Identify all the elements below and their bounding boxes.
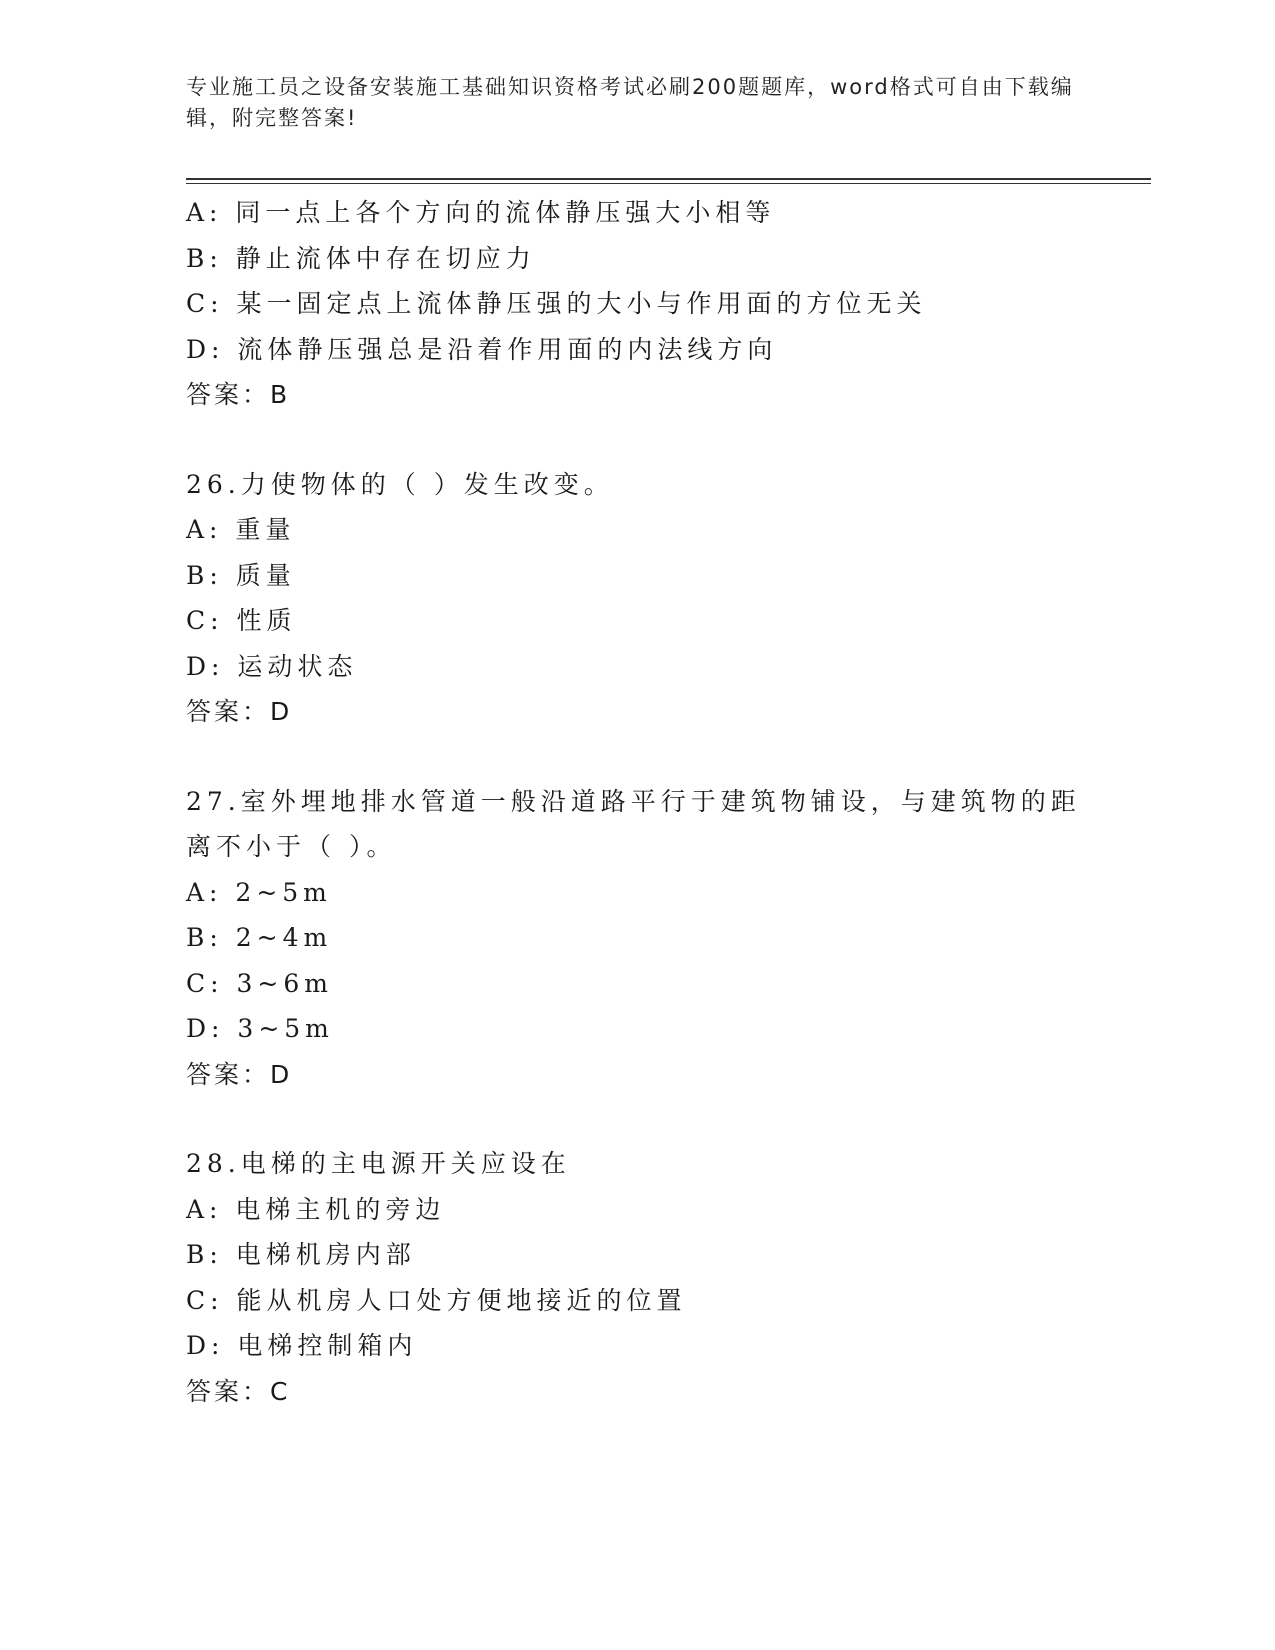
question-stem: 27.室外埋地排水管道一般沿道路平行于建筑物铺设，与建筑物的距离不小于（ ）。 xyxy=(186,786,1081,861)
answer: 答案：B xyxy=(186,380,291,409)
option-d: D: 3~5m xyxy=(186,1014,334,1043)
option-a: A: 同一点上各个方向的流体静压强大小相等 xyxy=(186,198,776,227)
option-d: D: 电梯控制箱内 xyxy=(186,1331,418,1360)
option-c: C: 某一固定点上流体静压强的大小与作用面的方位无关 xyxy=(186,289,927,318)
document-header: 专业施工员之设备安装施工基础知识资格考试必刷200题题库，word格式可自由下载编辑，附完整答案! xyxy=(186,75,1074,130)
question-27 xyxy=(186,779,1146,1098)
option-d: D: 流体静压强总是沿着作用面的内法线方向 xyxy=(186,334,778,364)
question-list xyxy=(186,190,1146,1414)
option-d: D: 运动状态 xyxy=(186,651,358,681)
header-rule-thick xyxy=(186,178,1151,180)
answer: 答案：D xyxy=(186,697,293,726)
option-b: B: 静止流体中存在切应力 xyxy=(186,243,536,273)
option-b: B: 2~4m xyxy=(186,923,333,952)
header-rule-thin xyxy=(186,183,1151,184)
answer: 答案：C xyxy=(186,1376,291,1406)
option-c: C: 性质 xyxy=(186,606,297,635)
question-26 xyxy=(186,462,1146,735)
option-a: A: 电梯主机的旁边 xyxy=(186,1194,446,1224)
question-28 xyxy=(186,1141,1146,1414)
option-c: C: 3~6m xyxy=(186,968,333,998)
option-a: A: 2~5m xyxy=(186,877,332,907)
question-stem: 28.电梯的主电源开关应设在 xyxy=(186,1149,571,1178)
option-a: A: 重量 xyxy=(186,515,296,544)
answer: 答案：D xyxy=(186,1059,293,1089)
option-b: B: 质量 xyxy=(186,560,296,590)
question-25 xyxy=(186,190,1146,418)
option-c: C: 能从机房人口处方便地接近的位置 xyxy=(186,1285,687,1315)
question-stem: 26.力使物体的（ ）发生改变。 xyxy=(186,469,614,499)
option-b: B: 电梯机房内部 xyxy=(186,1240,416,1269)
